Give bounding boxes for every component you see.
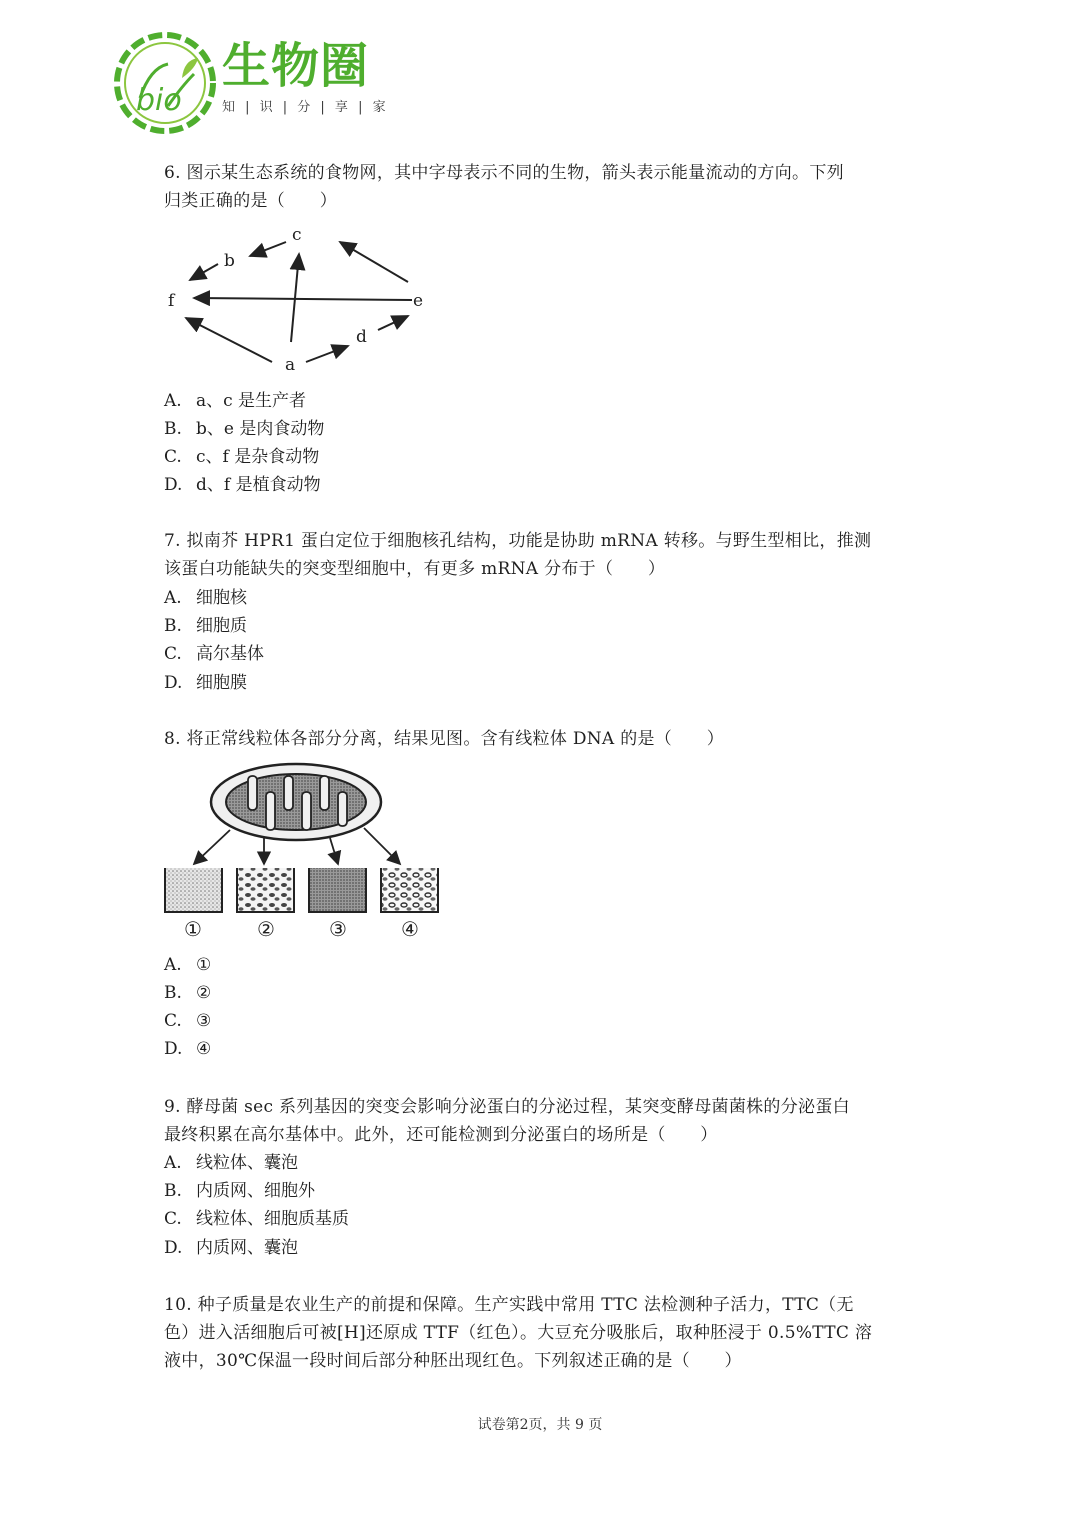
- bio-leaf-logo-icon: [110, 28, 220, 138]
- question-6-line-1: 6. 图示某生态系统的食物网，其中字母表示不同的生物，箭头表示能量流动的方向。下列: [164, 163, 844, 183]
- q8-option-a[interactable]: A. ①: [164, 955, 212, 975]
- node-a-label: a: [285, 355, 296, 372]
- q9-option-c[interactable]: C. 线粒体、细胞质基质: [164, 1209, 349, 1229]
- question-8-line-1: 8. 将正常线粒体各部分分离，结果见图。含有线粒体 DNA 的是（ ）: [164, 729, 725, 749]
- q9-option-d[interactable]: D. 内质网、囊泡: [164, 1238, 298, 1258]
- logo: [110, 28, 400, 138]
- food-web-diagram: [160, 222, 430, 372]
- question-6-line-2: 归类正确的是（ ）: [164, 191, 337, 211]
- question-9-line-2: 最终积累在高尔基体中。此外，还可能检测到分泌蛋白的场所是（ ）: [164, 1125, 718, 1145]
- logo-title: 生物圈: [222, 38, 370, 94]
- node-b-label: b: [224, 251, 235, 271]
- q6-option-d[interactable]: D. d、f 是植食动物: [164, 475, 321, 495]
- node-e-label: e: [413, 291, 424, 311]
- tube-4-label: ④: [401, 917, 419, 941]
- q6-option-b[interactable]: B. b、e 是肉食动物: [164, 419, 325, 439]
- q7-option-c[interactable]: C. 高尔基体: [164, 644, 264, 664]
- question-10-line-1: 10. 种子质量是农业生产的前提和保障。生产实践中常用 TTC 法检测种子活力，TTC（无: [164, 1295, 854, 1315]
- node-d-label: d: [356, 327, 367, 347]
- q8-option-c[interactable]: C. ③: [164, 1011, 212, 1031]
- q9-option-b[interactable]: B. 内质网、细胞外: [164, 1181, 315, 1201]
- tube-2-label: ②: [257, 917, 275, 941]
- q7-option-b[interactable]: B. 细胞质: [164, 616, 247, 636]
- q8-option-d[interactable]: D. ④: [164, 1039, 212, 1059]
- question-9-line-1: 9. 酵母菌 sec 系列基因的突变会影响分泌蛋白的分泌过程，某突变酵母菌菌株的分泌蛋白: [164, 1097, 850, 1117]
- node-c-label: c: [292, 225, 302, 245]
- question-10-line-3: 液中，30℃保温一段时间后部分种胚出现红色。下列叙述正确的是（ ）: [164, 1351, 742, 1371]
- tube-1-label: ①: [184, 917, 202, 941]
- page-footer: 试卷第2页，共 9 页: [477, 1417, 603, 1433]
- tube-3-label: ③: [329, 917, 347, 941]
- svg-text:bio: bio: [136, 83, 182, 118]
- question-10-line-2: 色）进入活细胞后可被[H]还原成 TTF（红色）。大豆充分吸胀后，取种胚浸于 0.5%TTC 溶: [164, 1323, 873, 1343]
- q7-option-d[interactable]: D. 细胞膜: [164, 673, 247, 693]
- logo-tagline: 知 | 识 | 分 | 享 | 家: [222, 100, 389, 115]
- question-7-line-1: 7. 拟南芥 HPR1 蛋白定位于细胞核孔结构，功能是协助 mRNA 转移。与野生型相比，推测: [164, 531, 872, 551]
- q9-option-a[interactable]: A. 线粒体、囊泡: [164, 1153, 298, 1173]
- q6-option-a[interactable]: A. a、c 是生产者: [164, 391, 307, 411]
- q8-option-b[interactable]: B. ②: [164, 983, 212, 1003]
- node-f-label: f: [168, 291, 175, 311]
- question-7-line-2: 该蛋白功能缺失的突变型细胞中，有更多 mRNA 分布于（ ）: [164, 559, 666, 579]
- mitochondria-fractionation-diagram: [160, 762, 445, 942]
- q6-option-c[interactable]: C. c、f 是杂食动物: [164, 447, 320, 467]
- q7-option-a[interactable]: A. 细胞核: [164, 588, 247, 608]
